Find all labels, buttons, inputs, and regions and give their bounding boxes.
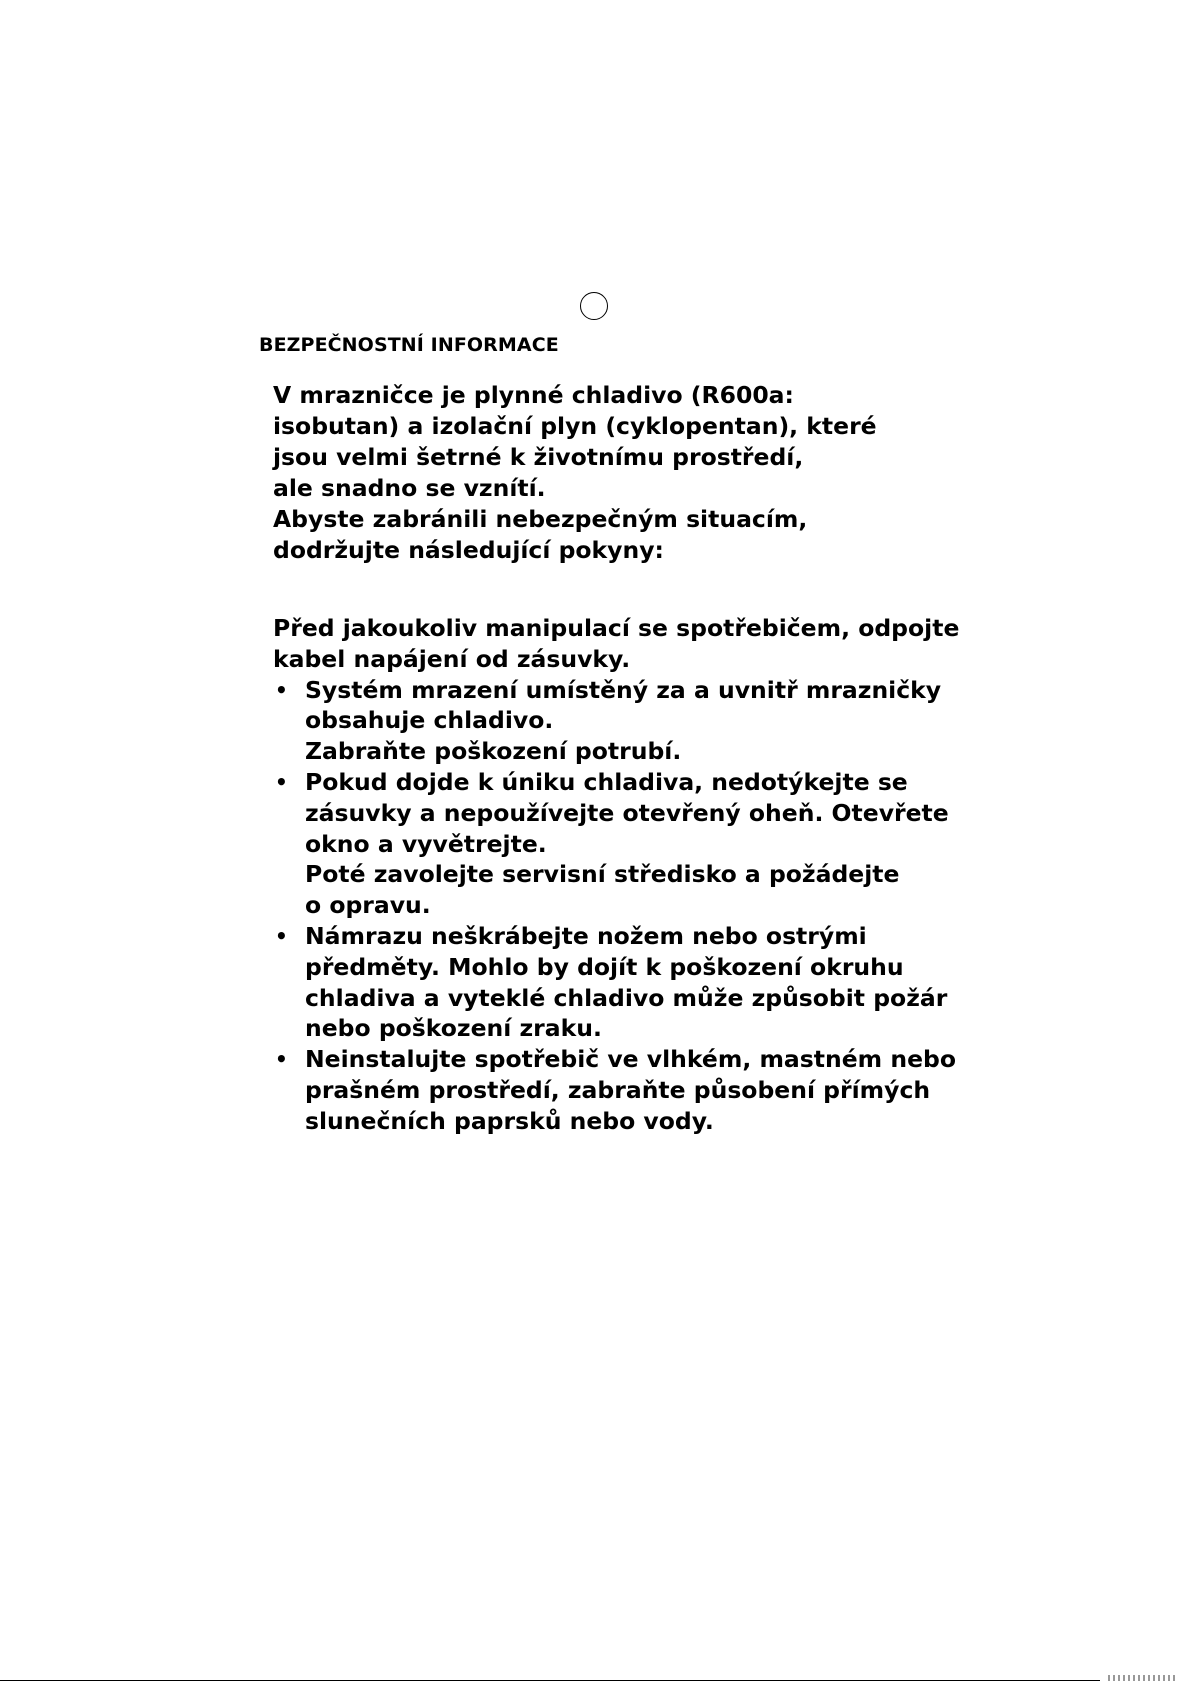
bullet-line: o opravu. — [305, 891, 431, 920]
bullet-line: prašném prostředí, zabraňte působení přímých — [305, 1075, 931, 1104]
intro-line: dodržujte následující pokyny: — [273, 536, 664, 564]
section-heading: BEZPEČNOSTNÍ INFORMACE — [259, 334, 559, 356]
intro-line: jsou velmi šetrné k životnímu prostředí, — [273, 443, 804, 471]
bullet-line: Systém mrazení umístěný za a uvnitř mrazničky — [305, 675, 942, 704]
bullet-icon: • — [275, 769, 288, 794]
list-item — [273, 767, 959, 921]
bullet-line: Zabraňte poškození potrubí. — [305, 737, 682, 766]
bullet-icon: • — [275, 923, 288, 948]
list-item — [273, 675, 959, 767]
preamble-line: kabel napájení od zásuvky. — [273, 644, 631, 673]
bullet-icon: • — [275, 1047, 288, 1072]
bullet-line: obsahuje chladivo. — [305, 706, 554, 735]
preamble-line: Před jakoukoliv manipulací se spotřebičem, odpojte — [273, 614, 960, 642]
list-item — [273, 1044, 959, 1136]
bullet-line: chladiva a vyteklé chladivo může způsobit požár — [305, 983, 948, 1012]
language-marker-circle — [580, 292, 608, 320]
scan-corner-mark — [1108, 1675, 1178, 1681]
bullet-line: slunečních paprsků nebo vody. — [305, 1106, 714, 1135]
intro-line: V mrazničce je plynné chladivo (R600a: — [273, 381, 794, 409]
bullet-line: okno a vyvětrejte. — [305, 829, 547, 858]
intro-paragraph — [273, 380, 877, 566]
bullet-line: předměty. Mohlo by dojít k poškození okruhu — [305, 952, 904, 981]
bullet-line: Námrazu neškrábejte nožem nebo ostrými — [305, 921, 867, 950]
intro-line: isobutan) a izolační plyn (cyklopentan), které — [273, 412, 877, 440]
bullet-line: zásuvky a nepoužívejte otevřený oheň. Otevřete — [305, 798, 949, 827]
intro-line: ale snadno se vznítí. — [273, 474, 546, 502]
bullet-line: Pokud dojde k úniku chladiva, nedotýkejte se — [305, 767, 908, 796]
intro-line: Abyste zabránili nebezpečným situacím, — [273, 505, 808, 533]
page-bottom-rule — [0, 1680, 1100, 1681]
safety-bullet-list — [273, 675, 959, 1137]
bullet-line: Neinstalujte spotřebič ve vlhkém, mastném nebo — [305, 1045, 956, 1074]
safety-instructions — [273, 613, 959, 1137]
bullet-line: Poté zavolejte servisní středisko a požádejte — [305, 860, 900, 889]
list-item — [273, 921, 959, 1044]
bullet-icon: • — [275, 677, 288, 702]
bullet-line: nebo poškození zraku. — [305, 1014, 602, 1043]
